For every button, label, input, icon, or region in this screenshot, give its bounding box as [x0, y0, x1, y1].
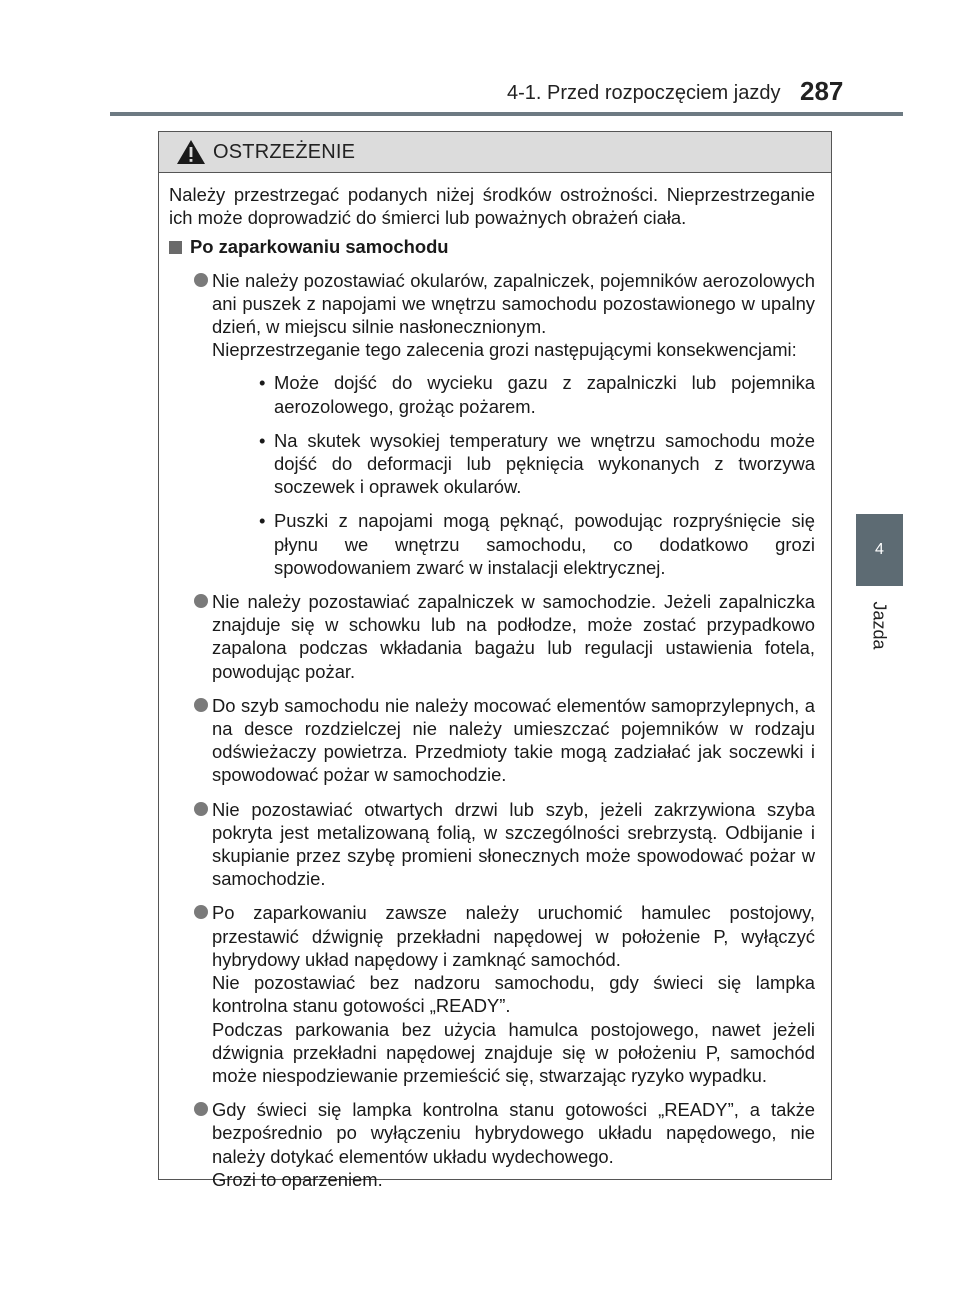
circle-bullet-icon: [194, 698, 208, 712]
item-text: Gdy świeci się lampka kontrolna stanu gotowości „READY”, a także bezpośrednio po wyłączeniu hybrydowego układu napędowego, nie należy dotykać elementów układu wydechowego.: [212, 1099, 815, 1167]
warning-title: OSTRZEŻENIE: [213, 140, 356, 163]
sub-item-text: Na skutek wysokiej temperatury we wnętrzu samochodu może dojść do deformacji lub pęknięcia wykonanych z tworzywa soczewek i oprawek okularów.: [274, 429, 815, 498]
list-item: [169, 901, 815, 1087]
chapter-label: [857, 595, 901, 655]
sub-bullet: •: [259, 429, 266, 451]
circle-bullet-icon: [194, 905, 208, 919]
sub-list-item: [212, 371, 815, 417]
sub-bullet: •: [259, 510, 266, 532]
item-note: Nieprzestrzeganie tego zalecenia grozi następującymi konsekwencjami:: [212, 339, 797, 361]
warning-triangle-icon: [175, 138, 207, 166]
item-text: Po zaparkowaniu zawsze należy uruchomić hamulec postojowy, przestawić dźwignię przekładni napędowej w położenie P, wyłączyć hybrydowy układ napędowy i zamknąć samochód.: [212, 902, 815, 970]
item-note: Nie pozostawiać bez nadzoru samochodu, gdy świeci się lampka kontrolna stanu gotowości „READY”.: [212, 972, 815, 1017]
item-text: Nie należy pozostawiać okularów, zapalniczek, pojemników aerozolowych ani puszek z napojami we wnętrzu samochodu pozostawionego w upalny dzień, w miejscu silnie nasłonecznionym.: [212, 269, 815, 338]
warning-intro: Należy przestrzegać podanych niżej środków ostrożności. Nieprzestrzeganie ich może doprowadzić do śmierci lub poważnych obrażeń ciała.: [169, 184, 815, 229]
list-item: [169, 694, 815, 787]
warning-header: [159, 132, 831, 173]
page-number: 287: [800, 76, 844, 106]
list-item: [169, 1098, 815, 1191]
item-text: Do szyb samochodu nie należy mocować elementów samoprzylepnych, a na desce rozdzielczej nie należy umieszczać pojemników w rodzaju odświeżaczy powietrza. Przedmioty takie mogą zadziałać jak soczewki i spowodować pożar w samochodzie.: [212, 694, 815, 786]
list-item: [169, 798, 815, 891]
circle-bullet-icon: [194, 1102, 208, 1116]
circle-bullet-icon: [194, 594, 208, 608]
circle-bullet-icon: [194, 802, 208, 816]
chapter-label-text: Jazda: [869, 600, 890, 650]
header-divider: [110, 112, 903, 116]
section-title: Po zaparkowaniu samochodu: [190, 236, 449, 258]
sub-bullet: •: [259, 372, 266, 394]
item-text: Nie pozostawiać otwartych drzwi lub szyb, jeżeli zakrzywiona szyba pokryta jest metalizowaną folią, w szczególności srebrzystą. Odbijanie i skupianie przez szybę promieni słonecznych może spowodować pożar w samochodzie.: [212, 798, 815, 890]
item-note: Podczas parkowania bez użycia hamulca postojowego, nawet jeżeli dźwignia przekładni napędowej znajduje się w położeniu P, samochód może niespodziewanie przemieścić się, stwarzając ryzyko wypadku.: [212, 1018, 815, 1086]
warning-box: [158, 131, 832, 1190]
sub-list-item: [212, 429, 815, 499]
list-item: [169, 269, 815, 579]
circle-bullet-icon: [194, 273, 208, 287]
section-heading: [169, 235, 815, 258]
header-section-title: 4-1. Przed rozpoczęciem jazdy: [507, 82, 781, 104]
item-text: Nie należy pozostawiać zapalniczek w samochodzie. Jeżeli zapalniczka znajduje się w schowku lub na podłodze, może zostać przypadkowo zapalona podczas wkładania bagażu lub regulacji ustawienia fotela, powodując pożar.: [212, 591, 815, 682]
chapter-tab: [856, 514, 903, 586]
sub-item-text: Puszki z napojami mogą pęknąć, powodując rozpryśnięcie się płynu we wnętrzu samochodu, co dodatkowo grozi spowodowaniem zwarć w instalacji elektrycznej.: [274, 510, 815, 578]
warning-body: [159, 173, 831, 1191]
sub-item-text: Może dojść do wycieku gazu z zapalniczki lub pojemnika aerozolowego, grożąc pożarem.: [274, 372, 815, 417]
sub-list-item: [212, 509, 815, 579]
item-note: Grozi to oparzeniem.: [212, 1168, 383, 1190]
chapter-number: 4: [875, 541, 884, 558]
square-bullet-icon: [169, 241, 182, 254]
list-item: [169, 590, 815, 683]
